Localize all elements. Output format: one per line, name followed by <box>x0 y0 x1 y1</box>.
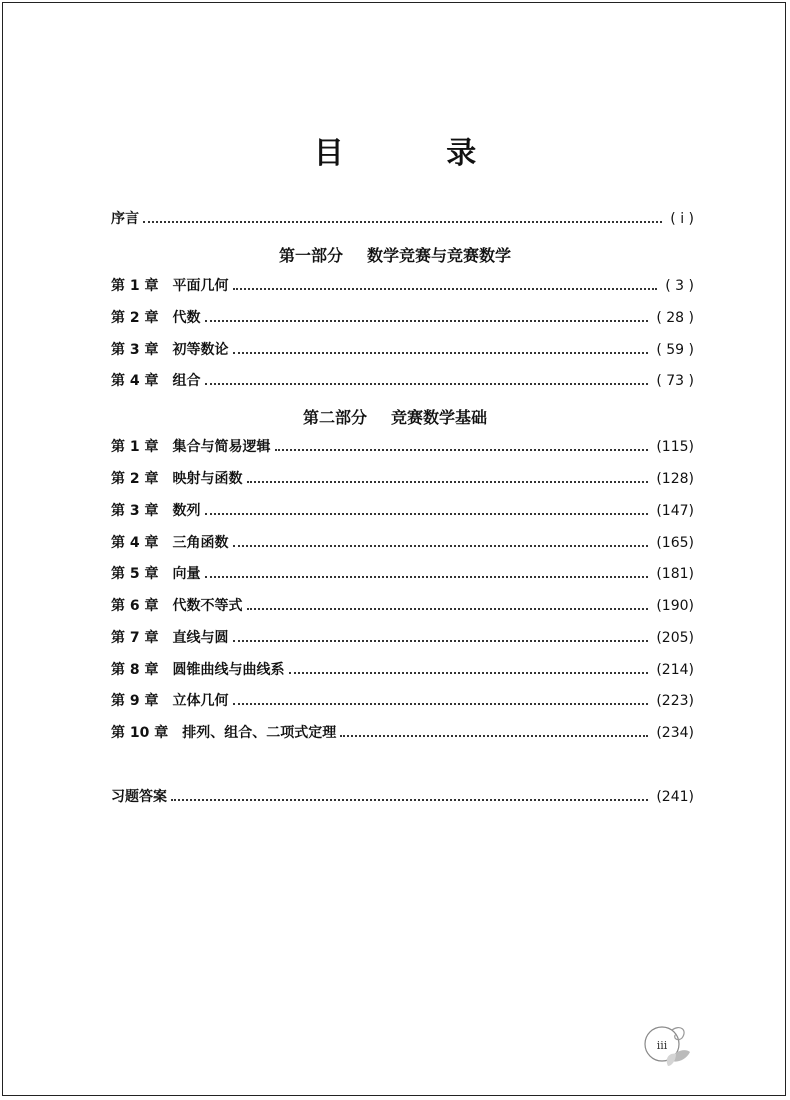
chapter-title: 集合与简易逻辑 <box>172 439 271 455</box>
part1-heading-title: 数学竞赛与竞赛数学 <box>367 246 512 265</box>
leader-dots <box>247 481 649 483</box>
chapter-title: 数列 <box>172 503 201 519</box>
toc-entry[interactable] <box>111 437 694 457</box>
part2-heading-number: 第二部分 <box>302 408 367 427</box>
toc-entry-preface[interactable] <box>111 209 694 229</box>
chapter-page: (165) <box>656 535 694 551</box>
leader-dots <box>233 352 649 354</box>
toc-entry[interactable] <box>111 501 694 521</box>
chapter-title: 直线与圆 <box>172 630 229 646</box>
chapter-page: (147) <box>656 503 694 519</box>
toc-entry[interactable] <box>111 691 694 711</box>
leader-dots <box>247 608 649 610</box>
chapter-page: (128) <box>656 471 694 487</box>
toc-entry[interactable] <box>111 660 694 680</box>
chapter-title: 映射与函数 <box>172 471 243 487</box>
leader-dots <box>205 576 649 578</box>
toc-entry[interactable] <box>111 276 694 296</box>
chapter-number: 第 3 章 <box>111 342 159 358</box>
leader-dots <box>233 288 658 290</box>
chapter-title: 组合 <box>172 373 201 389</box>
part2-heading-title: 竞赛数学基础 <box>391 408 488 427</box>
toc-entry[interactable] <box>111 564 694 584</box>
chapter-page: (234) <box>656 725 694 741</box>
toc-entry[interactable] <box>111 533 694 553</box>
chapter-title: 排列、组合、二项式定理 <box>182 725 337 741</box>
chapter-page: (181) <box>656 566 694 582</box>
chapter-number: 第 4 章 <box>111 535 159 551</box>
chapter-page: (205) <box>656 630 694 646</box>
chapter-number: 第 1 章 <box>111 439 159 455</box>
preface-label: 序言 <box>111 211 139 227</box>
toc-entry[interactable] <box>111 308 694 328</box>
answers-label: 习题答案 <box>111 789 167 805</box>
toc-entry[interactable] <box>111 723 694 743</box>
page-number: iii <box>656 1039 668 1052</box>
chapter-page: ( 28 ) <box>656 310 694 326</box>
leader-dots <box>233 640 649 642</box>
answers-page: (241) <box>656 789 694 805</box>
chapter-number: 第 9 章 <box>111 693 159 709</box>
leaf-ornament-icon <box>642 1020 692 1072</box>
chapter-title: 代数不等式 <box>172 598 243 614</box>
chapter-title: 圆锥曲线与曲线系 <box>172 662 285 678</box>
chapter-number: 第 3 章 <box>111 503 159 519</box>
chapter-number: 第 5 章 <box>111 566 159 582</box>
page-title: 目 录 <box>313 136 523 171</box>
chapter-number: 第 7 章 <box>111 630 159 646</box>
chapter-page: ( 73 ) <box>656 373 694 389</box>
toc-entry-answers[interactable] <box>111 787 694 807</box>
leader-dots <box>205 513 649 515</box>
part1-heading-number: 第一部分 <box>278 246 343 265</box>
chapter-page: ( 3 ) <box>665 278 694 294</box>
chapter-page: ( 59 ) <box>656 342 694 358</box>
leader-dots <box>205 320 649 322</box>
toc-entry[interactable] <box>111 628 694 648</box>
chapter-number: 第 6 章 <box>111 598 159 614</box>
leader-dots <box>171 799 648 801</box>
leader-dots <box>205 383 649 385</box>
chapter-title: 平面几何 <box>172 278 229 294</box>
chapter-number: 第 8 章 <box>111 662 159 678</box>
leader-dots <box>340 735 648 737</box>
chapter-number: 第 10 章 <box>111 725 169 741</box>
chapter-number: 第 1 章 <box>111 278 159 294</box>
chapter-title: 三角函数 <box>172 535 229 551</box>
toc-entry[interactable] <box>111 596 694 616</box>
chapter-page: (214) <box>656 662 694 678</box>
leader-dots <box>143 221 662 223</box>
part1-heading <box>0 243 790 266</box>
leader-dots <box>233 703 649 705</box>
chapter-title: 立体几何 <box>172 693 229 709</box>
chapter-title: 代数 <box>172 310 201 326</box>
preface-page: ( ⅰ ) <box>670 211 694 227</box>
leader-dots <box>233 545 649 547</box>
toc-entry[interactable] <box>111 469 694 489</box>
chapter-page: (190) <box>656 598 694 614</box>
toc-entry[interactable] <box>111 340 694 360</box>
chapter-number: 第 2 章 <box>111 310 159 326</box>
chapter-page: (223) <box>656 693 694 709</box>
toc-entry[interactable] <box>111 371 694 391</box>
leader-dots <box>275 449 649 451</box>
chapter-title: 向量 <box>172 566 201 582</box>
part2-heading <box>0 405 790 428</box>
leader-dots <box>289 672 649 674</box>
chapter-page: (115) <box>656 439 694 455</box>
chapter-number: 第 2 章 <box>111 471 159 487</box>
page-number-badge <box>642 1020 692 1072</box>
chapter-number: 第 4 章 <box>111 373 159 389</box>
chapter-title: 初等数论 <box>172 342 229 358</box>
